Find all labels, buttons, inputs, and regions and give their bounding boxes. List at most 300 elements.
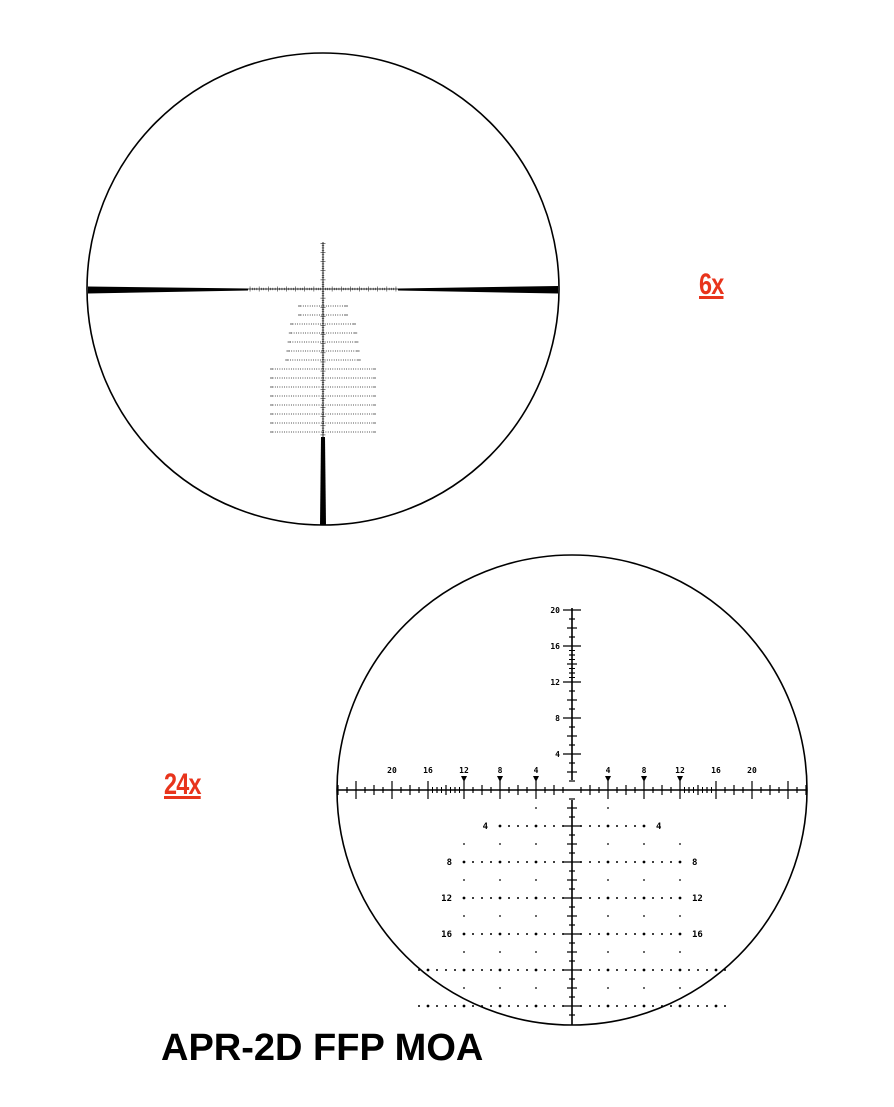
holdover-dot-small (367, 405, 368, 406)
holdover-dot-small (334, 324, 335, 325)
holdover-dot-small (305, 414, 306, 415)
holdover-dot-small (291, 387, 292, 388)
holdover-dot-small (337, 315, 338, 316)
holdover-dot-small (342, 387, 343, 388)
holdover-dot-small (304, 360, 305, 361)
horizontal-tick-label: 4 (533, 766, 539, 775)
holdover-dot-small (321, 333, 322, 334)
holdover-dot-small (277, 369, 278, 370)
holdover-dot (490, 897, 492, 899)
holdover-dot-small (319, 387, 320, 388)
holdover-dot-small (286, 432, 287, 433)
holdover-dot-small (339, 369, 340, 370)
holdover-dot-small (319, 333, 320, 334)
holdover-dot-small (348, 342, 349, 343)
holdover-dot-small (352, 342, 353, 343)
holdover-dot-small (296, 396, 297, 397)
holdover-dot-small (328, 396, 329, 397)
holdover-dot-small (332, 378, 333, 379)
holdover-dot-small (335, 396, 336, 397)
holdover-dot-small (316, 405, 317, 406)
holdover-dot-small (358, 405, 359, 406)
holdover-dot-small (344, 333, 345, 334)
holdover-dot-small (344, 423, 345, 424)
right-post (398, 286, 558, 294)
holdover-dot (544, 897, 546, 899)
holdover-dot (535, 897, 538, 900)
holdover-dot-small (312, 369, 313, 370)
holdover-dot (598, 861, 600, 863)
holdover-dot-small (314, 423, 315, 424)
holdover-dot-small (365, 378, 366, 379)
holdover-dot (706, 969, 708, 971)
holdover-dot (472, 933, 474, 935)
holdover-dot-small (335, 315, 336, 316)
wind-dot (679, 951, 681, 953)
holdover-dot-small (362, 423, 363, 424)
holdover-dot-small (296, 423, 297, 424)
reticle-view-6x (87, 53, 559, 525)
holdover-dot-small (360, 396, 361, 397)
holdover-dot-small (291, 405, 292, 406)
holdover-dot-small (306, 342, 307, 343)
holdover-dot-small (325, 342, 326, 343)
holdover-dot-small (342, 378, 343, 379)
holdover-dot-small (350, 360, 351, 361)
holdover-dot-small (307, 432, 308, 433)
holdover-dot-small (296, 405, 297, 406)
holdover-dot-small (310, 351, 311, 352)
holdover-dot (526, 933, 528, 935)
holdover-dot-small (311, 324, 312, 325)
holdover-dot-small (346, 396, 347, 397)
holdover-dot-small (369, 378, 370, 379)
holdover-dot-small (355, 378, 356, 379)
holdover-dot (580, 825, 582, 827)
holdover-dot-small (330, 378, 331, 379)
holdover-dot-small (348, 405, 349, 406)
holdover-dot-small (305, 396, 306, 397)
holdover-dot-small (302, 432, 303, 433)
holdover-dot-small (307, 333, 308, 334)
holdover-dot-small (325, 369, 326, 370)
holdover-dot-small (321, 414, 322, 415)
holdover-dot (643, 897, 646, 900)
holdover-dot-small (279, 387, 280, 388)
holdover-dot-small (332, 423, 333, 424)
holdover-dot-small (353, 351, 354, 352)
holdover-dot-small (309, 396, 310, 397)
holdover-dot-small (325, 324, 326, 325)
holdover-dot-small (296, 432, 297, 433)
holdover-dot-small (351, 414, 352, 415)
holdover-dot-small (325, 378, 326, 379)
holdover-dot-small (336, 324, 337, 325)
holdover-dot-small (365, 432, 366, 433)
holdover-dot-small (323, 378, 324, 379)
holdover-dot (481, 897, 483, 899)
holdover-dot-small (300, 396, 301, 397)
holdover-dot-small (304, 324, 305, 325)
holdover-dot (670, 969, 672, 971)
wind-dot (679, 879, 681, 881)
holdover-dot (472, 897, 474, 899)
holdover-dot (517, 933, 519, 935)
holdover-dot-small (328, 315, 329, 316)
holdover-dot (427, 1005, 430, 1008)
holdover-dot-small (325, 432, 326, 433)
holdover-dot-small (298, 351, 299, 352)
holdover-dot-small (302, 360, 303, 361)
holdover-dot-small (321, 387, 322, 388)
holdover-dot (490, 969, 492, 971)
wind-dot (463, 879, 465, 881)
holdover-dot-small (342, 333, 343, 334)
holdover-dot-small (298, 423, 299, 424)
holdover-dot-small (300, 387, 301, 388)
holdover-dot-small (342, 414, 343, 415)
wind-dot (499, 987, 501, 989)
wind-dot (535, 879, 537, 881)
holdover-dot-small (353, 387, 354, 388)
holdover-dot-small (360, 405, 361, 406)
holdover-dot (499, 897, 502, 900)
wind-dot (607, 843, 609, 845)
holdover-dot (544, 933, 546, 935)
holdover-dot-small (311, 342, 312, 343)
holdover-dot-small (323, 369, 324, 370)
holdover-dot-small (309, 342, 310, 343)
holdover-dot (634, 969, 636, 971)
holdover-dot-small (355, 405, 356, 406)
holdover-dot-small (295, 342, 296, 343)
holdover-dot (526, 897, 528, 899)
holdover-dot (526, 825, 528, 827)
holdover-dot-small (305, 315, 306, 316)
holdover-dot-small (343, 360, 344, 361)
holdover-dot-small (275, 414, 276, 415)
holdover-dot (706, 1005, 708, 1007)
holdover-dot-small (293, 369, 294, 370)
holdover-dot (481, 933, 483, 935)
holdover-dot-small (319, 432, 320, 433)
holdover-dot-small (358, 396, 359, 397)
holdover-dot-small (369, 432, 370, 433)
holdover-dot (454, 969, 456, 971)
reticle-caption: APR-2D FFP MOA (161, 1027, 484, 1069)
holdover-dot-small (277, 414, 278, 415)
holdover-dot-small (335, 306, 336, 307)
holdover-dot-small (307, 414, 308, 415)
holdover-dot-small (296, 333, 297, 334)
holdover-dot-small (371, 369, 372, 370)
holdover-dot (562, 969, 564, 971)
holdover-dot (625, 933, 627, 935)
holdover-dot-small (298, 333, 299, 334)
holdover-dot-small (315, 342, 316, 343)
holdover-dot (526, 1005, 528, 1007)
holdover-dot-small (348, 396, 349, 397)
holdover-dot-small (323, 405, 324, 406)
holdover-dot-small (299, 342, 300, 343)
holdover-dot-small (369, 387, 370, 388)
holdover-dot-small (355, 387, 356, 388)
holdover-dot-small (326, 306, 327, 307)
holdover-dot-small (328, 387, 329, 388)
holdover-dot-small (342, 396, 343, 397)
holdover-dot (445, 1005, 447, 1007)
holdover-dot-small (340, 351, 341, 352)
holdover-dot-small (286, 405, 287, 406)
holdover-dot-small (325, 423, 326, 424)
holdover-dot-small (332, 405, 333, 406)
holdover-dot-small (300, 369, 301, 370)
holdover-dot-small (365, 414, 366, 415)
holdover-dot-small (344, 369, 345, 370)
holdover-dot (607, 933, 610, 936)
holdover-dot-small (282, 378, 283, 379)
holdover-dot-small (355, 396, 356, 397)
holdover-dot-small (335, 351, 336, 352)
holdover-dot-small (286, 387, 287, 388)
holdover-dot-small (335, 369, 336, 370)
holdover-dot-small (339, 324, 340, 325)
holdover-dot-small (293, 387, 294, 388)
holdover-dot (499, 825, 502, 828)
holdover-dot-small (369, 396, 370, 397)
horizontal-triangle-marker (677, 776, 683, 782)
holdover-dot (679, 897, 682, 900)
holdover-dot (634, 861, 636, 863)
holdover-dot-small (312, 432, 313, 433)
holdover-dot-small (365, 405, 366, 406)
holdover-dot-small (362, 405, 363, 406)
holdover-dot-small (314, 432, 315, 433)
holdover-dot (607, 825, 610, 828)
holdover-dot-small (334, 342, 335, 343)
wind-dot (535, 987, 537, 989)
holdover-dot-small (328, 369, 329, 370)
holdover-dot-small (305, 423, 306, 424)
holdover-dot-small (346, 351, 347, 352)
holdover-dot (472, 969, 474, 971)
holdover-dot-small (279, 378, 280, 379)
left-post (88, 287, 248, 294)
holdover-dot-small (371, 387, 372, 388)
vertical-tick-label: 20 (550, 606, 560, 615)
holdover-dot (553, 861, 555, 863)
holdover-dot-small (348, 360, 349, 361)
holdover-dot-small (367, 414, 368, 415)
holdover-dot-small (284, 432, 285, 433)
holdover-dot-small (289, 387, 290, 388)
holdover-dot-small (355, 369, 356, 370)
wind-dot (463, 915, 465, 917)
holdover-dot (715, 969, 718, 972)
holdover-dot (616, 1005, 618, 1007)
holdover-dot-small (333, 315, 334, 316)
holdover-dot (508, 861, 510, 863)
vertical-tick-label: 12 (550, 678, 560, 687)
holdover-dot-small (346, 387, 347, 388)
holdover-dot (643, 1005, 646, 1008)
horizontal-tick-label: 8 (497, 766, 503, 775)
holdover-dot-small (351, 396, 352, 397)
holdover-dot-small (351, 432, 352, 433)
holdover-dot-small (362, 414, 363, 415)
wind-dot (535, 915, 537, 917)
holdover-dot-small (321, 396, 322, 397)
holdover-dot-small (279, 369, 280, 370)
holdover-dot-small (312, 315, 313, 316)
wind-dot (499, 879, 501, 881)
holdover-dot-small (299, 324, 300, 325)
holdover-dot-small (293, 414, 294, 415)
holdover-dot-small (284, 396, 285, 397)
holdover-dot-small (365, 396, 366, 397)
holdover-dot-small (314, 414, 315, 415)
holdover-dot-small (357, 360, 358, 361)
holdover-dot-small (321, 351, 322, 352)
holdover-dot-small (277, 378, 278, 379)
bottom-post (320, 437, 326, 525)
holdover-dot (508, 1005, 510, 1007)
wind-dot (463, 987, 465, 989)
holdover-dot (643, 825, 646, 828)
holdover-dot-small (307, 369, 308, 370)
holdover-dot-small (335, 414, 336, 415)
wind-dot (679, 987, 681, 989)
holdover-dot-small (286, 369, 287, 370)
holdover-dot-small (318, 324, 319, 325)
holdover-dot-small (353, 405, 354, 406)
holdover-dot-small (279, 405, 280, 406)
holdover-dot-small (318, 342, 319, 343)
holdover-dot-small (351, 387, 352, 388)
holdover-dot-small (337, 378, 338, 379)
holdover-dot-small (275, 378, 276, 379)
holdover-dot-small (371, 378, 372, 379)
holdover-dot-small (332, 396, 333, 397)
holdover-dot-small (312, 387, 313, 388)
holdover-dot-small (321, 405, 322, 406)
holdover-dot-small (328, 423, 329, 424)
holdover-dot-small (309, 414, 310, 415)
holdover-dot-small (349, 333, 350, 334)
horizontal-tick-label: 16 (711, 766, 721, 775)
holdover-dot-small (358, 369, 359, 370)
holdover-dot-small (323, 432, 324, 433)
holdover-dot (598, 825, 600, 827)
wind-dot (643, 951, 645, 953)
holdover-dot-small (369, 405, 370, 406)
holdover-dot (634, 933, 636, 935)
wind-dot (607, 987, 609, 989)
holdover-dot-small (351, 369, 352, 370)
holdover-dot-small (340, 306, 341, 307)
holdover-dot-small (358, 387, 359, 388)
holdover-dot-small (348, 432, 349, 433)
holdover-dot-small (330, 423, 331, 424)
holdover-dot-small (335, 387, 336, 388)
holdover-dot-small (330, 369, 331, 370)
holdover-dot-small (332, 369, 333, 370)
magnification-label-24x: 24x (164, 768, 201, 801)
holdover-dot-small (351, 333, 352, 334)
holdover-dot-small (319, 396, 320, 397)
holdover-dot-small (305, 387, 306, 388)
holdover-dot-small (346, 378, 347, 379)
holdover-dot (670, 1005, 672, 1007)
holdover-dot-small (346, 369, 347, 370)
holdover-dot-small (342, 315, 343, 316)
holdover-dot-small (277, 396, 278, 397)
holdover-dot (517, 897, 519, 899)
holdover-dot-small (335, 333, 336, 334)
holdover-dot-small (332, 387, 333, 388)
wind-dot (499, 843, 501, 845)
holdover-dot-small (358, 423, 359, 424)
holdover-dot-small (355, 414, 356, 415)
holdover-label-right: 12 (692, 894, 703, 904)
holdover-dot-small (351, 405, 352, 406)
holdover-dot-small (314, 315, 315, 316)
holdover-dot-small (307, 378, 308, 379)
holdover-dot-small (292, 342, 293, 343)
holdover-dot (508, 933, 510, 935)
holdover-dot-small (356, 351, 357, 352)
horizontal-tick-label: 16 (423, 766, 433, 775)
holdover-dot-small (348, 414, 349, 415)
holdover-dot-small (343, 342, 344, 343)
holdover-dot (607, 897, 610, 900)
holdover-dot-small (309, 378, 310, 379)
holdover-dot-small (348, 324, 349, 325)
holdover-dot-small (275, 423, 276, 424)
holdover-dot (634, 897, 636, 899)
wind-dot (535, 951, 537, 953)
holdover-dot-small (336, 360, 337, 361)
holdover-dot-small (317, 315, 318, 316)
holdover-dot-small (279, 423, 280, 424)
holdover-dot-small (312, 378, 313, 379)
holdover-dot-small (325, 414, 326, 415)
holdover-dot-small (291, 396, 292, 397)
holdover-dot (535, 1005, 538, 1008)
holdover-dot (535, 861, 538, 864)
holdover-dot (598, 969, 600, 971)
holdover-dot-small (354, 360, 355, 361)
horizontal-tick-label: 12 (459, 766, 469, 775)
holdover-dot-small (319, 378, 320, 379)
holdover-dot-small (302, 414, 303, 415)
holdover-dot-small (293, 432, 294, 433)
holdover-dot-small (307, 306, 308, 307)
holdover-dot-small (342, 351, 343, 352)
holdover-dot (589, 861, 591, 863)
holdover-dot-small (344, 405, 345, 406)
holdover-dot-small (302, 423, 303, 424)
holdover-dot (661, 861, 663, 863)
wind-dot (607, 879, 609, 881)
holdover-dot-small (371, 396, 372, 397)
holdover-dot (490, 861, 492, 863)
wind-dot (643, 987, 645, 989)
holdover-dot-small (314, 351, 315, 352)
holdover-dot-small (321, 432, 322, 433)
holdover-dot-small (339, 405, 340, 406)
holdover-dot-small (316, 369, 317, 370)
